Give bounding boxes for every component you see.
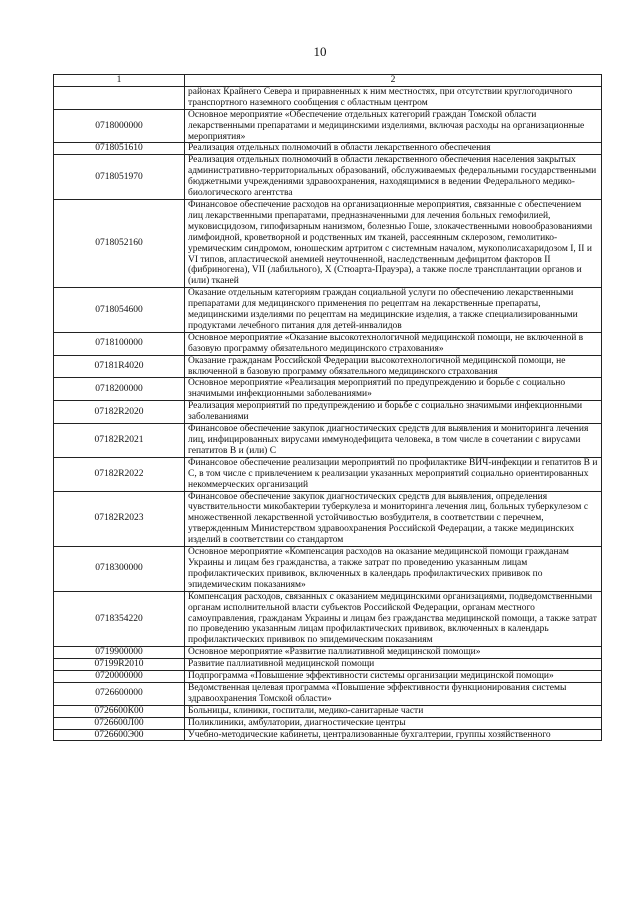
table-row [54,155,602,200]
row-code: 07182R2022 [54,457,185,491]
column-header-code: 1 [54,75,185,87]
row-description: Компенсация расходов, связанных с оказанием медицинскими организациями, подведомственными органам исполнительной власти субъектов Российской Федерации, органам местного самоуправления, гражданам Украины и лицам без гражданства медицинской помощи, а также затрат по проведению указанным лицам профилактических прививок, включенных в календарь профилактических прививок по эпидемическим показаниям [185,591,602,647]
row-code: 0726600Э00 [54,729,185,741]
row-description: Реализация отдельных полномочий в области лекарственного обеспечения населения закрытых административно-территориальных образований, обслуживаемых федеральными государственными бюджетными учреждениями здравоохранения, находящимися в ведении Федерального медико-биологического агентства [185,155,602,200]
row-code: 0726600К00 [54,705,185,717]
row-description: Финансовое обеспечение закупок диагностических средств для выявления и мониторинга лечения лиц, инфицированных вирусами иммунодефицита человека, в том числе в сочетании с вирусами гепатитов В и (или) С [185,424,602,458]
row-description: Основное мероприятие «Реализация мероприятий по предупреждению и борьбе с социально значимыми инфекционными заболеваниями» [185,378,602,401]
table-row [54,682,602,705]
table-row [54,401,602,424]
row-description: Больницы, клиники, госпитали, медико-санитарные части [185,705,602,717]
row-code: 0718052160 [54,199,185,287]
row-code: 07182R2023 [54,491,185,547]
row-code: 0726600Л00 [54,717,185,729]
table-row [54,547,602,592]
row-description: Основное мероприятие «Оказание высокотехнологичной медицинской помощи, не включенной в базовую программу обязательного медицинского страхования» [185,332,602,355]
row-description: Реализация отдельных полномочий в области лекарственного обеспечения [185,143,602,155]
row-code: 07182R2020 [54,401,185,424]
row-code: 0720000000 [54,671,185,683]
table-row [54,705,602,717]
row-code: 0718051610 [54,143,185,155]
table-row [54,332,602,355]
table-row [54,591,602,647]
row-description: Подпрограмма «Повышение эффективности системы организации медицинской помощи» [185,671,602,683]
row-code: 07182R2021 [54,424,185,458]
table-row [54,424,602,458]
budget-classification-table [53,74,602,741]
table-row [54,717,602,729]
row-description: Основное мероприятие «Компенсация расходов на оказание медицинской помощи гражданам Украины и лицам без гражданства, а также затрат по проведению указанным лицам профилактических прививок, включенных в календарь профилактических прививок по эпидемическим показаниям» [185,547,602,592]
table-header-row [54,75,602,87]
page-number: 10 [313,44,327,59]
table-row [54,647,602,659]
row-description: Развитие паллиативной медицинской помощи [185,659,602,671]
row-code: 0718300000 [54,547,185,592]
row-code: 0718054600 [54,288,185,333]
table-row [54,109,602,143]
row-description: Поликлиники, амбулатории, диагностические центры [185,717,602,729]
row-description: Оказание гражданам Российской Федерации высокотехнологичной медицинской помощи, не включенной в базовую программу обязательного медицинского страхования [185,355,602,378]
table-row [54,143,602,155]
table-row [54,729,602,741]
row-description: Финансовое обеспечение закупок диагностических средств для выявления, определения чувствительности микобактерии туберкулеза и мониторинга лечения лиц, больных туберкулезом с множественной лекарственной устойчивостью возбудителя, в соответствии с перечнем, утвержденным Министерством здравоохранения Российской Федерации, а также медицинских изделий в соответствии со стандартом [185,491,602,547]
row-description: Финансовое обеспечение расходов на организационные мероприятия, связанные с обеспечением лиц лекарственными препаратами, предназначенными для лечения больных гемофилией, муковисцидозом, гипофизарным нанизмом, болезнью Гоше, злокачественными новообразованиями лимфоидной, кроветворной и родственных им тканей, рассеянным склерозом, гемолитико-уремическим синдромом, юношеским артритом с системным началом, мукополисахаридозом I, II и VI типов, апластической анемией неуточненной, наследственным дефицитом факторов II (фибриногена), VII (лабильного), X (Стюарта-Прауэра), а также после трансплантации органов и (или) тканей [185,199,602,287]
row-code: 07199R2010 [54,659,185,671]
table-row [54,86,602,109]
row-description: Основное мероприятие «Развитие паллиативной медицинской помощи» [185,647,602,659]
table-row [54,288,602,333]
table-row [54,199,602,287]
row-description: Финансовое обеспечение реализации мероприятий по профилактике ВИЧ-инфекции и гепатитов В и С, в том числе с привлечением к реализации указанных мероприятий социально ориентированных некоммерческих организаций [185,457,602,491]
row-description: Основное мероприятие «Обеспечение отдельных категорий граждан Томской области лекарственными препаратами и медицинскими изделиями, включая расходы на организационные мероприятия» [185,109,602,143]
row-code: 0718200000 [54,378,185,401]
row-code: 0719900000 [54,647,185,659]
table-row [54,355,602,378]
row-code [54,86,185,109]
row-code: 0718354220 [54,591,185,647]
row-description: Оказание отдельным категориям граждан социальной услуги по обеспечению лекарственными препаратами для медицинского применения по рецептам на лекарственные препараты, медицинскими изделиями по рецептам на медицинские изделия, а также специализированными продуктами лечебного питания для детей-инвалидов [185,288,602,333]
table-row [54,659,602,671]
table-row [54,671,602,683]
row-description: районах Крайнего Севера и приравненных к ним местностях, при отсутствии круглогодичного транспортного наземного сообщения с областным центром [185,86,602,109]
table-row [54,378,602,401]
row-code: 0718100000 [54,332,185,355]
row-description: Реализация мероприятий по предупреждению и борьбе с социально значимыми инфекционными заболеваниями [185,401,602,424]
row-code: 0726600000 [54,682,185,705]
column-header-description: 2 [185,75,602,87]
row-description: Ведомственная целевая программа «Повышение эффективности функционирования системы здравоохранения Томской области» [185,682,602,705]
row-code: 0718051970 [54,155,185,200]
row-code: 07181R4020 [54,355,185,378]
table-row [54,457,602,491]
row-description: Учебно-методические кабинеты, централизованные бухгалтерии, группы хозяйственного [185,729,602,741]
table-row [54,491,602,547]
row-code: 0718000000 [54,109,185,143]
